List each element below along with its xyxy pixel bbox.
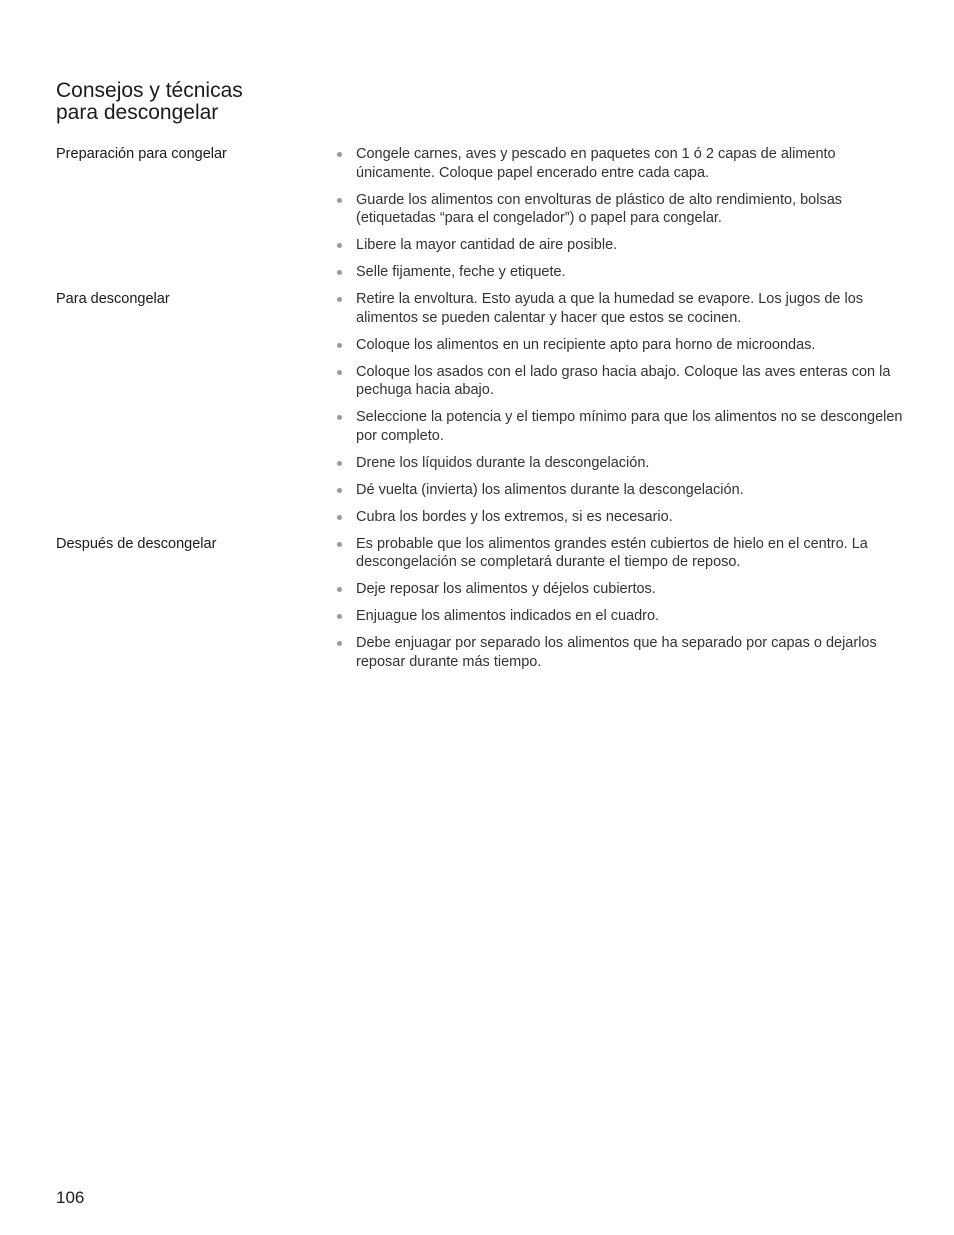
page-number: 106 — [56, 1188, 85, 1207]
bullet-icon — [337, 415, 342, 420]
section-preparacion-para-congelar — [56, 145, 906, 290]
list-item-text: Cubra los bordes y los extremos, si es necesario. — [356, 508, 673, 525]
list-item — [336, 408, 906, 445]
bullet-icon — [337, 243, 342, 248]
page-title-line-1: Consejos y técnicas — [56, 79, 243, 102]
bullet-icon — [337, 370, 342, 375]
list-item — [336, 236, 906, 255]
bullet-icon — [337, 641, 342, 646]
section-despues-de-descongelar — [56, 535, 906, 680]
list-item-text: Coloque los asados con el lado graso hacia abajo. Coloque las aves enteras con la pechuga hacia abajo. — [356, 363, 891, 398]
list-item — [336, 290, 906, 327]
list-item — [336, 580, 906, 599]
tips-sections — [56, 145, 906, 680]
list-item-text: Congele carnes, aves y pescado en paquetes con 1 ó 2 capas de alimento únicamente. Coloque papel encerado entre cada capa. — [356, 146, 836, 181]
bullet-icon — [337, 343, 342, 348]
bullet-icon — [337, 488, 342, 493]
bullet-list — [336, 145, 906, 290]
list-item — [336, 607, 906, 626]
list-item-text: Deje reposar los alimentos y déjelos cubiertos. — [356, 581, 656, 597]
section-heading: Para descongelar — [56, 291, 170, 307]
list-item — [336, 263, 906, 282]
list-item-text: Seleccione la potencia y el tiempo mínimo para que los alimentos no se descongelen por completo. — [356, 409, 903, 444]
list-item — [336, 634, 906, 671]
bullet-icon — [337, 270, 342, 275]
bullet-icon — [337, 152, 342, 157]
list-item-text: Libere la mayor cantidad de aire posible. — [356, 237, 618, 253]
list-item — [336, 535, 906, 572]
bullet-icon — [337, 461, 342, 466]
bullet-list — [336, 290, 906, 535]
list-item — [336, 481, 906, 500]
page-title-line-2: para descongelar — [56, 101, 219, 124]
bullet-icon — [337, 198, 342, 203]
list-item-text: Guarde los alimentos con envolturas de plástico de alto rendimiento, bolsas (etiquetadas “para el congelador”) o papel para congelar. — [356, 191, 843, 226]
bullet-list — [336, 535, 906, 680]
list-item — [336, 454, 906, 473]
list-item-text: Dé vuelta (invierta) los alimentos durante la descongelación. — [356, 481, 744, 498]
list-item-text: Selle fijamente, feche y etiquete. — [356, 264, 566, 280]
section-para-descongelar — [56, 290, 906, 535]
bullet-icon — [337, 515, 342, 520]
list-item-text: Drene los líquidos durante la descongelación. — [356, 454, 650, 471]
list-item-text: Retire la envoltura. Esto ayuda a que la humedad se evapore. Los jugos de los alimentos se pueden calentar y hacer que estos se cocinen. — [356, 291, 864, 326]
bullet-icon — [337, 297, 342, 302]
list-item-text: Debe enjuagar por separado los alimentos que ha separado por capas o dejarlos reposar durante más tiempo. — [356, 635, 877, 670]
list-item — [336, 145, 906, 182]
section-heading: Después de descongelar — [56, 535, 217, 552]
list-item-text: Coloque los alimentos en un recipiente apto para horno de microondas. — [356, 336, 816, 353]
bullet-icon — [337, 542, 342, 547]
list-item-text: Enjuague los alimentos indicados en el cuadro. — [356, 608, 660, 624]
page-title — [56, 80, 356, 124]
bullet-icon — [337, 587, 342, 592]
list-item — [336, 191, 906, 228]
list-item — [336, 336, 906, 355]
list-item — [336, 363, 906, 400]
list-item-text: Es probable que los alimentos grandes estén cubiertos de hielo en el centro. La descongelación se completará durante el tiempo de reposo. — [356, 535, 868, 570]
bullet-icon — [337, 614, 342, 619]
list-item — [336, 508, 906, 527]
section-heading: Preparación para congelar — [56, 146, 227, 162]
